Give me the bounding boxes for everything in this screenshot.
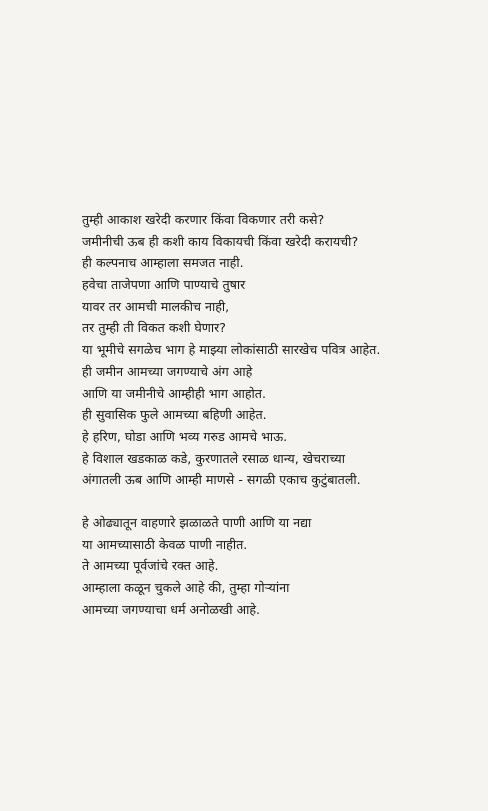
poem-line: आम्हाला कळून चुकले आहे की, तुम्हा गोऱ्यांना xyxy=(82,580,290,595)
poem-line: हवेचा ताजेपणा आणि पाण्याचे तुषार xyxy=(82,277,246,293)
poem-line: ही कल्पनाच आम्हाला समजत नाही. xyxy=(82,255,244,271)
poem-line: आणि या जमीनीचे आम्हीही भाग आहोत. xyxy=(82,385,266,401)
poem-line: या भूमीचे सगळेच भाग हे माझ्या लोकांसाठी सारखेच पवित्र आहेत. xyxy=(82,342,381,358)
poem-line: या आमच्यासाठी केवळ पाणी नाहीत. xyxy=(82,536,248,552)
poem-line: तर तुम्ही ती विकत कशी घेणार? xyxy=(82,320,226,336)
poem-line: अंगातली ऊब आणि आम्ही माणसे - सगळी एकाच कुटुंबातली. xyxy=(82,472,361,488)
poem-line: हे ओढ्यातून वाहणारे झळाळते पाणी आणि या नद्या xyxy=(82,514,312,530)
stanza-2 xyxy=(82,512,477,620)
poem-line: यावर तर आमची मालकीच नाही, xyxy=(82,298,230,314)
poem-line: जमीनीची ऊब ही कशी काय विकायची किंवा खरेदी करायची? xyxy=(82,233,359,249)
poem-line: आमच्या जगण्याचा धर्म अनोळखी आहे. xyxy=(82,601,261,617)
poem-line: ते आमच्या पूर्वजांचे रक्त आहे. xyxy=(82,558,219,574)
stanza-1 xyxy=(82,209,477,491)
poem-line: हे विशाल खडकाळ कडे, कुरणातले रसाळ धान्य, खेचराच्या xyxy=(82,450,345,466)
poem-line: तुम्ही आकाश खरेदी करणार किंवा विकणार तरी कसे? xyxy=(82,212,325,227)
poem-line: ही सुवासिक फुले आमच्या बहिणी आहेत. xyxy=(82,407,267,423)
poem-text xyxy=(82,209,477,620)
poem-line: हे हरिण, घोडा आणि भव्य गरुड आमचे भाऊ. xyxy=(82,428,288,444)
poem-line: ही जमीन आमच्या जगण्याचे अंग आहे xyxy=(82,363,253,379)
